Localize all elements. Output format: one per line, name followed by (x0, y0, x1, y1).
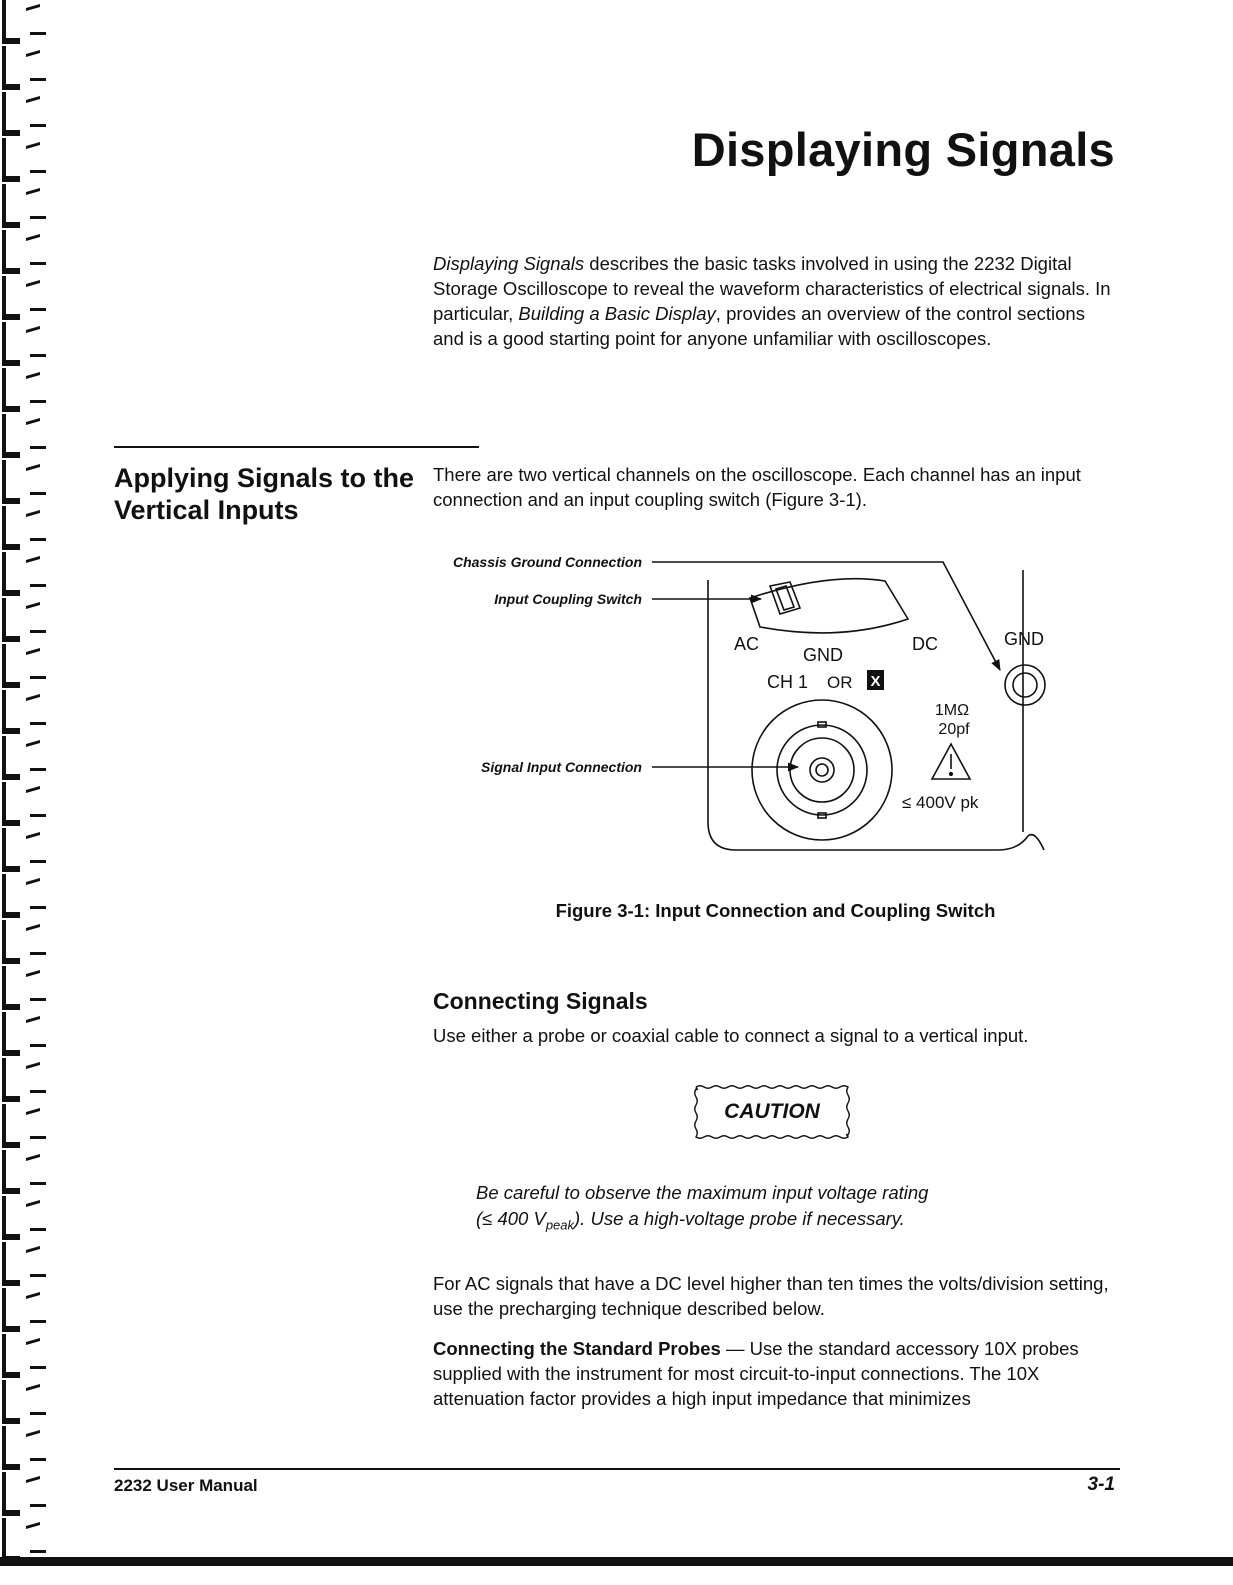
binding-hole (2, 1058, 46, 1102)
standard-probes-lead: Connecting the Standard Probes (433, 1338, 721, 1359)
coupling-switch-lever (770, 582, 800, 614)
intro-paragraph (433, 251, 1118, 351)
intro-text-1: describes the basic tasks involved in using the 2232 Digital Storage Oscilloscope to reveal the waveform characteristics of electrical signals. In particular, (433, 253, 1111, 324)
subsection-heading: Connecting Signals (433, 988, 648, 1014)
footer-page-number: 3-1 (1087, 1474, 1115, 1495)
binding-hole (2, 1426, 46, 1470)
caution-note-line1: Be careful to observe the maximum input voltage rating (476, 1182, 929, 1203)
binding-hole (2, 1518, 46, 1562)
binding-hole (2, 1104, 46, 1148)
standard-probes-text: — Use the standard accessory 10X probes supplied with the instrument for most circuit-to-input connections. The 10X attenuation factor provides a high input impedance that minimizes (433, 1338, 1079, 1409)
binding-hole (2, 138, 46, 182)
binding-hole (2, 874, 46, 918)
caution-note-line2b: ). Use a high-voltage probe if necessary. (574, 1208, 905, 1229)
binding-hole (2, 920, 46, 964)
ac-signals-paragraph: For AC signals that have a DC level higher than ten times the volts/division setting, use the precharging technique described below. (433, 1273, 1109, 1319)
coupling-gnd-label: GND (803, 645, 843, 665)
binding-hole (2, 552, 46, 596)
section-rule (114, 446, 479, 448)
binding-hole (2, 0, 46, 44)
binding-hole (2, 1288, 46, 1332)
binding-hole (2, 1380, 46, 1424)
figure-input-coupling (430, 552, 1070, 872)
caution-note-line2a: (≤ 400 V (476, 1208, 546, 1229)
coupling-switch-track (750, 579, 908, 633)
page-bottom-edge (0, 1557, 1233, 1566)
max-voltage-label: ≤ 400V pk (902, 793, 979, 812)
connecting-paragraph: Use either a probe or coaxial cable to connect a signal to a vertical input. (433, 1025, 1029, 1046)
intro-emphasis-1: Displaying Signals (433, 253, 585, 274)
chassis-ground-jack-outer (1005, 665, 1045, 705)
binding-hole (2, 828, 46, 872)
caution-note (476, 1180, 1096, 1239)
channel-label: CH 1 (767, 672, 809, 692)
front-panel-outline (708, 570, 1044, 850)
x-badge-label: X (870, 673, 881, 690)
bnc-connector-body (790, 738, 854, 802)
coupling-dc-label: DC (912, 634, 938, 654)
binding-hole (2, 414, 46, 458)
coupling-ac-label: AC (734, 634, 760, 654)
intro-emphasis-2: Building a Basic Display (518, 303, 716, 324)
bnc-connector-pin (816, 764, 828, 776)
label-signal-input: Signal Input Connection (481, 759, 642, 775)
caution-box (692, 1083, 852, 1141)
binding-hole (2, 368, 46, 412)
capacitance-label: 20pf (938, 721, 970, 738)
intro-text-2: , provides an overview of the control sections and is a good starting point for anyone unfamiliar with oscilloscopes. (433, 303, 1085, 349)
label-chassis-ground: Chassis Ground Connection (452, 554, 642, 570)
binding-hole (2, 1334, 46, 1378)
binding-hole (2, 460, 46, 504)
chassis-ground-jack-inner (1013, 673, 1037, 697)
impedance-label: 1MΩ (934, 702, 970, 719)
binding-holes (0, 0, 48, 1585)
binding-hole (2, 1472, 46, 1516)
binding-hole (2, 92, 46, 136)
binding-hole (2, 230, 46, 274)
bnc-connector-pin-ring (810, 758, 834, 782)
channel-or-label: OR (827, 673, 853, 692)
binding-hole (2, 46, 46, 90)
binding-hole (2, 1012, 46, 1056)
binding-hole (2, 1242, 46, 1286)
page-title: Displaying Signals (691, 123, 1115, 176)
standard-probes-paragraph (433, 1336, 1118, 1411)
footer-rule (114, 1468, 1120, 1470)
chassis-gnd-label: GND (1004, 629, 1044, 649)
warning-exclamation-dot-icon (950, 773, 953, 776)
binding-hole (2, 736, 46, 780)
binding-hole (2, 276, 46, 320)
binding-hole (2, 644, 46, 688)
binding-hole (2, 690, 46, 734)
binding-hole (2, 598, 46, 642)
figure-caption: Figure 3-1: Input Connection and Coupling Switch (555, 900, 996, 921)
label-input-coupling: Input Coupling Switch (494, 591, 642, 607)
binding-hole (2, 184, 46, 228)
bnc-connector-outer (752, 700, 892, 840)
binding-hole (2, 506, 46, 550)
section-paragraph: There are two vertical channels on the oscilloscope. Each channel has an input connection and an input coupling switch (Figure 3-1). (433, 464, 1081, 510)
binding-hole (2, 782, 46, 826)
binding-hole (2, 966, 46, 1010)
caution-note-subscript: peak (545, 1217, 575, 1233)
footer-manual-title: 2232 User Manual (114, 1476, 258, 1495)
binding-hole (2, 1196, 46, 1240)
section-heading: Applying Signals to the Vertical Inputs (114, 463, 415, 525)
caution-label: CAUTION (724, 1100, 820, 1123)
binding-hole (2, 322, 46, 366)
binding-hole (2, 1150, 46, 1194)
